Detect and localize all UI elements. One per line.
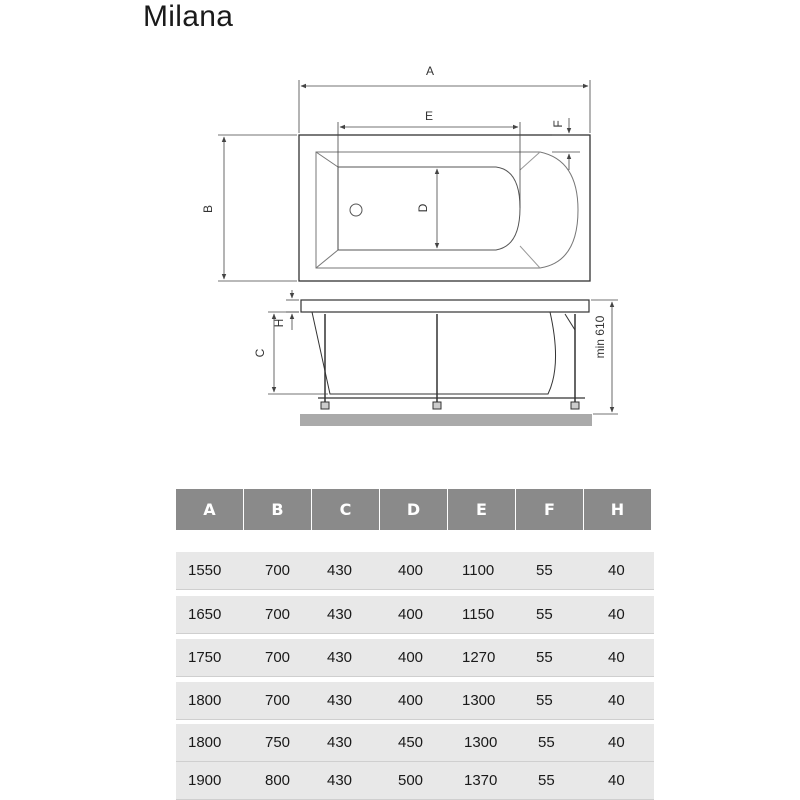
- cell-d: 400: [398, 692, 424, 709]
- cell-a: 1800: [188, 692, 222, 709]
- cell-e: 1270: [462, 649, 496, 666]
- cell-h: 40: [608, 772, 625, 789]
- label-e: E: [424, 109, 434, 123]
- cell-a: 1900: [188, 772, 222, 789]
- header-c: C: [312, 489, 379, 530]
- drain-hole: [350, 204, 362, 216]
- table-row: [176, 552, 654, 590]
- side-view: [301, 300, 589, 409]
- label-b: B: [201, 204, 215, 214]
- tub-rim: [301, 300, 589, 312]
- top-view: [299, 135, 590, 281]
- cell-a: 1800: [188, 734, 222, 751]
- cell-d: 500: [398, 772, 424, 789]
- cell-b: 700: [265, 562, 291, 579]
- header-b: B: [244, 489, 311, 530]
- cell-h: 40: [608, 562, 625, 579]
- header-a: A: [176, 489, 243, 530]
- cell-f: 55: [536, 606, 553, 623]
- cell-f: 55: [536, 649, 553, 666]
- cell-e: 1300: [464, 734, 498, 751]
- tub-body: [312, 312, 556, 394]
- cell-e: 1370: [464, 772, 498, 789]
- cell-a: 1550: [188, 562, 222, 579]
- label-d: D: [416, 203, 430, 213]
- cell-f: 55: [538, 772, 555, 789]
- dimension-b: [218, 135, 297, 281]
- header-h: H: [584, 489, 651, 530]
- cell-b: 800: [265, 772, 291, 789]
- foot-left: [321, 402, 329, 409]
- cell-c: 430: [327, 692, 353, 709]
- cell-c: 430: [327, 734, 353, 751]
- cell-h: 40: [608, 692, 625, 709]
- dimension-e: [338, 122, 520, 250]
- table-row: [176, 596, 654, 634]
- foot-right: [571, 402, 579, 409]
- label-h: H: [272, 318, 286, 328]
- cell-b: 700: [265, 692, 291, 709]
- cell-a: 1650: [188, 606, 222, 623]
- header-e: E: [448, 489, 515, 530]
- cell-h: 40: [608, 649, 625, 666]
- cell-f: 55: [538, 734, 555, 751]
- cell-c: 430: [327, 772, 353, 789]
- cell-h: 40: [608, 606, 625, 623]
- label-a: A: [425, 64, 435, 78]
- cell-c: 430: [327, 562, 353, 579]
- label-f: F: [551, 120, 565, 128]
- cell-h: 40: [608, 734, 625, 751]
- cell-e: 1300: [462, 692, 496, 709]
- cell-d: 450: [398, 734, 424, 751]
- table-row: [176, 724, 654, 762]
- header-f: F: [516, 489, 583, 530]
- cell-f: 55: [536, 692, 553, 709]
- table-row: [176, 762, 654, 800]
- header-d: D: [380, 489, 447, 530]
- cell-d: 400: [398, 606, 424, 623]
- table-header: [176, 489, 651, 530]
- floor: [300, 414, 592, 426]
- tub-outline: [299, 135, 590, 281]
- cell-f: 55: [536, 562, 553, 579]
- cell-c: 430: [327, 606, 353, 623]
- cell-c: 430: [327, 649, 353, 666]
- cell-b: 700: [265, 606, 291, 623]
- table-row: [176, 682, 654, 720]
- cell-b: 750: [265, 734, 291, 751]
- cell-d: 400: [398, 562, 424, 579]
- label-min-height: min 610: [593, 315, 607, 359]
- dimension-a: [299, 80, 590, 133]
- dimension-h: [286, 290, 299, 330]
- cell-e: 1100: [462, 562, 495, 579]
- table-row: [176, 639, 654, 677]
- cell-d: 400: [398, 649, 424, 666]
- foot-center: [433, 402, 441, 409]
- tub-inner-rim: [316, 152, 578, 268]
- cell-e: 1150: [462, 606, 495, 623]
- page-title: Milana: [143, 0, 234, 33]
- label-c: C: [253, 348, 267, 358]
- cell-a: 1750: [188, 649, 222, 666]
- cell-b: 700: [265, 649, 291, 666]
